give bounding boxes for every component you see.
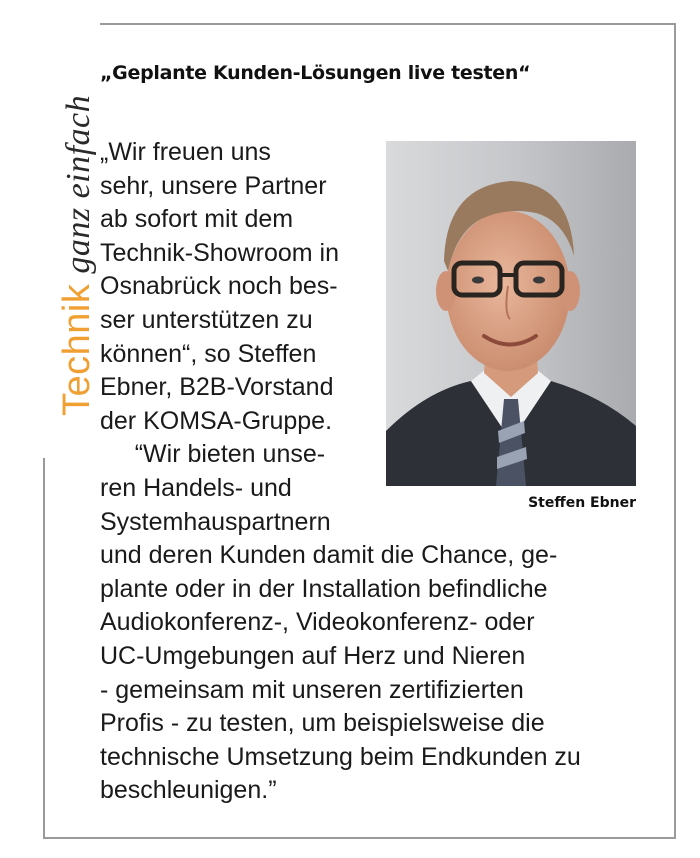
body-line: plante oder in der Installation befindliche xyxy=(100,574,548,603)
photo-caption: Steffen Ebner xyxy=(528,495,636,511)
body-line: beschleunigen.” xyxy=(100,776,277,805)
body-line: ab sofort mit dem xyxy=(100,205,294,234)
brand-word-ganz-einfach: ganz einfach xyxy=(60,94,97,274)
body-line: “Wir bieten unse- xyxy=(100,440,326,469)
body-line: UC-Umgebungen auf Herz und Nieren xyxy=(100,641,526,670)
frame-left-border xyxy=(43,458,45,839)
body-line: der KOMSA-Gruppe. xyxy=(100,406,333,435)
body-line: ser unterstützen zu xyxy=(100,305,313,334)
body-line: „Wir freuen uns xyxy=(100,138,271,166)
body-line: - gemeinsam mit unseren zertifizierten xyxy=(100,675,524,704)
body-line: können“, so Steffen xyxy=(100,339,317,368)
body-line: Profis - zu testen, um beispielsweise die xyxy=(100,709,545,738)
body-line: Systemhauspartnern xyxy=(100,507,331,536)
frame-right-border xyxy=(674,23,676,839)
body-line: und deren Kunden damit die Chance, ge- xyxy=(100,541,558,570)
body-line: Audiokonferenz-, Videokonferenz- oder xyxy=(100,608,535,637)
body-line: ren Handels- und xyxy=(100,473,292,502)
section-brand-label xyxy=(56,95,99,416)
brand-word-technik: Technik xyxy=(56,283,98,416)
frame-top-border xyxy=(100,23,676,25)
body-line: Osnabrück noch bes- xyxy=(100,272,338,301)
body-line: technische Umsetzung beim Endkunden zu xyxy=(100,742,581,771)
frame-bottom-border xyxy=(43,837,676,839)
article-headline: „Geplante Kunden-Lösungen live testen“ xyxy=(100,62,531,84)
body-line: Technik-Showroom in xyxy=(100,238,339,267)
body-line: sehr, unsere Partner xyxy=(100,171,327,200)
portrait-illustration xyxy=(386,141,636,486)
body-line: Ebner, B2B-Vorstand xyxy=(100,373,334,402)
portrait-photo xyxy=(386,141,636,486)
